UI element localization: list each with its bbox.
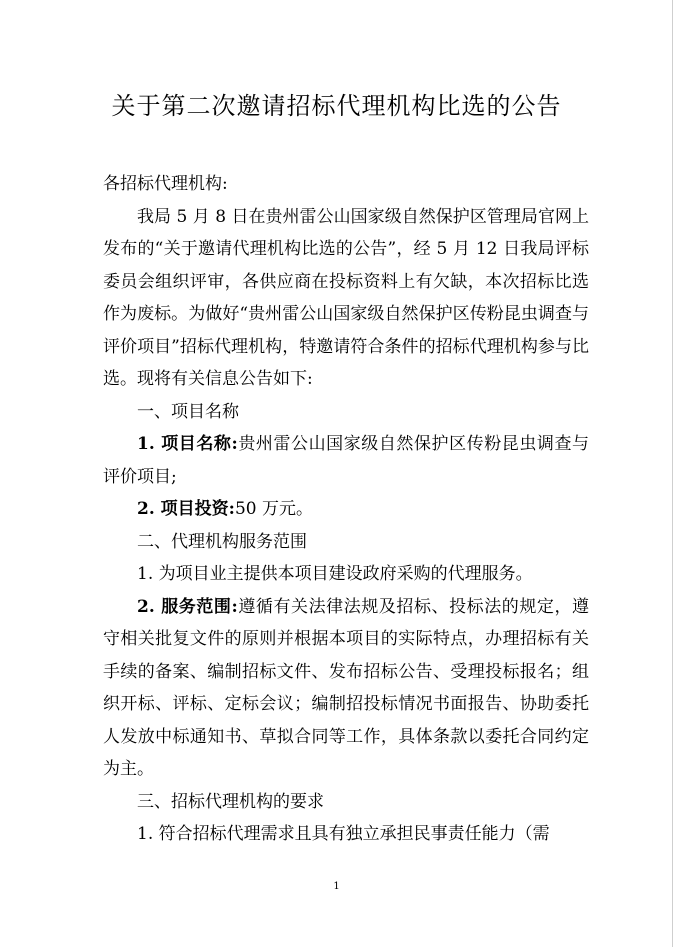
document-title: 关于第二次邀请招标代理机构比选的公告: [111, 92, 562, 120]
section-2-heading: 二、代理机构服务范围: [137, 531, 307, 552]
section-1-item-1: [103, 428, 589, 493]
intro-paragraph: 我局 5 月 8 日在贵州雷公山国家级自然保护区管理局官网上发布的“关于邀请代理机构比选的公告”，经 5 月 12 日我局评标委员会组织评审，各供应商在投标资料上有欠缺，本次招标比选作为废标。为做好“贵州雷公山国家级自然保护区传粉昆虫调查与评价项目”招标代理机构，特邀请符合条件的招标代理机构参与比选。现将有关信息公告如下:: [103, 206, 589, 389]
item-label: 1. 项目名称:: [137, 434, 238, 454]
section-2-item-1: 1. 为项目业主提供本项目建设政府采购的代理服务。: [137, 564, 533, 584]
section-2-item-2: [103, 591, 589, 786]
section-1-item-2: [103, 493, 589, 526]
section-1-heading: 一、项目名称: [137, 401, 239, 422]
page-number: 1: [333, 881, 340, 892]
document-body: [103, 168, 589, 851]
section-3-item-1: 1. 符合招标代理需求且具有独立承担民事责任能力（需: [137, 824, 550, 844]
item-label: 2. 服务范围:: [137, 596, 238, 617]
item-text: 遵循有关法律法规及招标、投标法的规定，遵守相关批复文件的原则并根据本项目的实际特点，办理招标有关手续的备案、编制招标文件、发布招标公告、受理投标报名；组织开标、评标、定标会议；编制招投标情况书面报告、协助委托人发放中标通知书、草拟合同等工作，具体条款以委托合同约定为主。: [103, 596, 590, 779]
item-label: 2. 项目投资:: [137, 499, 235, 519]
item-text: 50 万元。: [234, 499, 313, 519]
section-3-heading: 三、招标代理机构的要求: [137, 791, 324, 812]
item-text: 贵州雷公山国家级自然保护区传粉昆虫调查与评价项目;: [103, 434, 590, 487]
salutation: 各招标代理机构:: [103, 174, 228, 194]
